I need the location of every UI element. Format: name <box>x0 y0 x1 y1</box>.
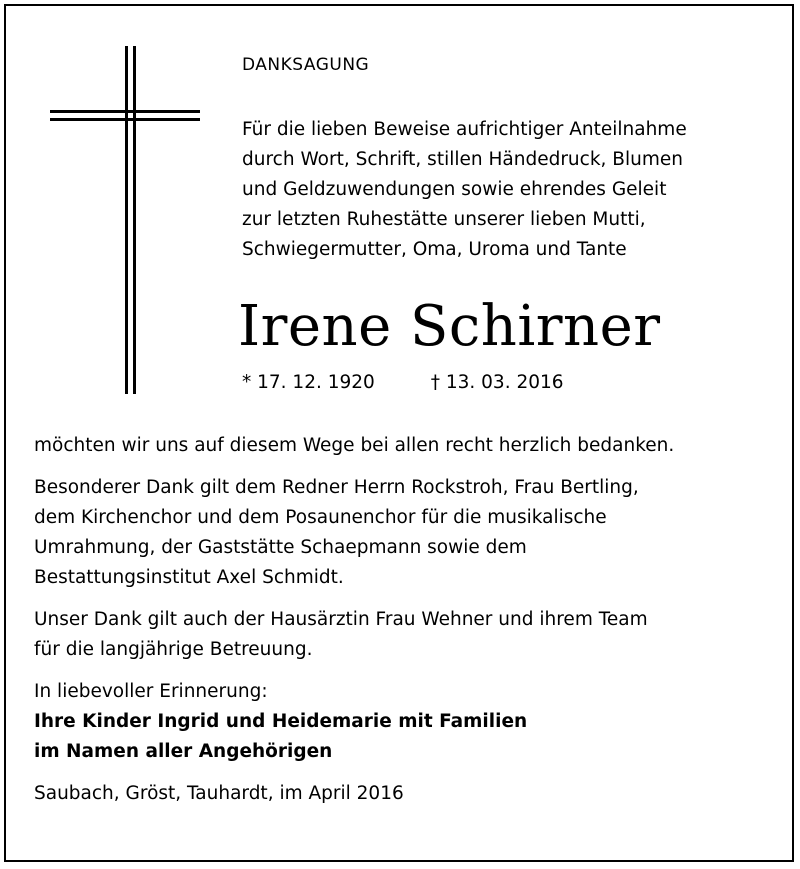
intro-line: zur letzten Ruhestätte unserer lieben Mutti, <box>242 209 646 230</box>
intro-line: Schwiegermutter, Oma, Uroma und Tante <box>242 239 627 260</box>
doctor-thanks-line: Unser Dank gilt auch der Hausärztin Frau Wehner und ihrem Team <box>34 609 648 630</box>
notice-heading: DANKSAGUNG <box>242 55 370 75</box>
closing-line: In liebevoller Erinnerung: <box>34 681 268 702</box>
obituary-notice <box>4 4 794 862</box>
special-thanks-line: Umrahmung, der Gaststätte Schaepmann sowie dem <box>34 537 527 558</box>
death-date: † 13. 03. 2016 <box>430 372 564 393</box>
signatory-line: Ihre Kinder Ingrid und Heidemarie mit Familien <box>34 711 528 732</box>
intro-line: durch Wort, Schrift, stillen Händedruck, Blumen <box>242 149 683 170</box>
signature-block <box>34 677 674 767</box>
doctor-thanks-paragraph <box>34 605 674 665</box>
place-date: Saubach, Gröst, Tauhardt, im April 2016 <box>34 783 404 804</box>
birth-date: * 17. 12. 1920 <box>242 372 375 393</box>
signatory-line: im Namen aller Angehörigen <box>34 741 333 762</box>
deceased-name: Irene Schirner <box>238 294 661 359</box>
special-thanks-line: Bestattungsinstitut Axel Schmidt. <box>34 567 344 588</box>
intro-line: und Geldzuwendungen sowie ehrendes Geleit <box>242 179 667 200</box>
intro-line: Für die lieben Beweise aufrichtiger Anteilnahme <box>242 119 687 140</box>
special-thanks-paragraph <box>34 473 674 593</box>
special-thanks-line: Besonderer Dank gilt dem Redner Herrn Rockstroh, Frau Bertling, <box>34 477 639 498</box>
thanks-paragraph <box>34 431 674 461</box>
life-dates <box>242 372 564 393</box>
doctor-thanks-line: für die langjährige Betreuung. <box>34 639 313 660</box>
cross-icon <box>50 46 200 394</box>
thanks-line: möchten wir uns auf diesem Wege bei allen recht herzlich bedanken. <box>34 435 675 456</box>
intro-text <box>242 115 687 265</box>
special-thanks-line: dem Kirchenchor und dem Posaunenchor für die musikalische <box>34 507 607 528</box>
body-text <box>34 431 674 809</box>
